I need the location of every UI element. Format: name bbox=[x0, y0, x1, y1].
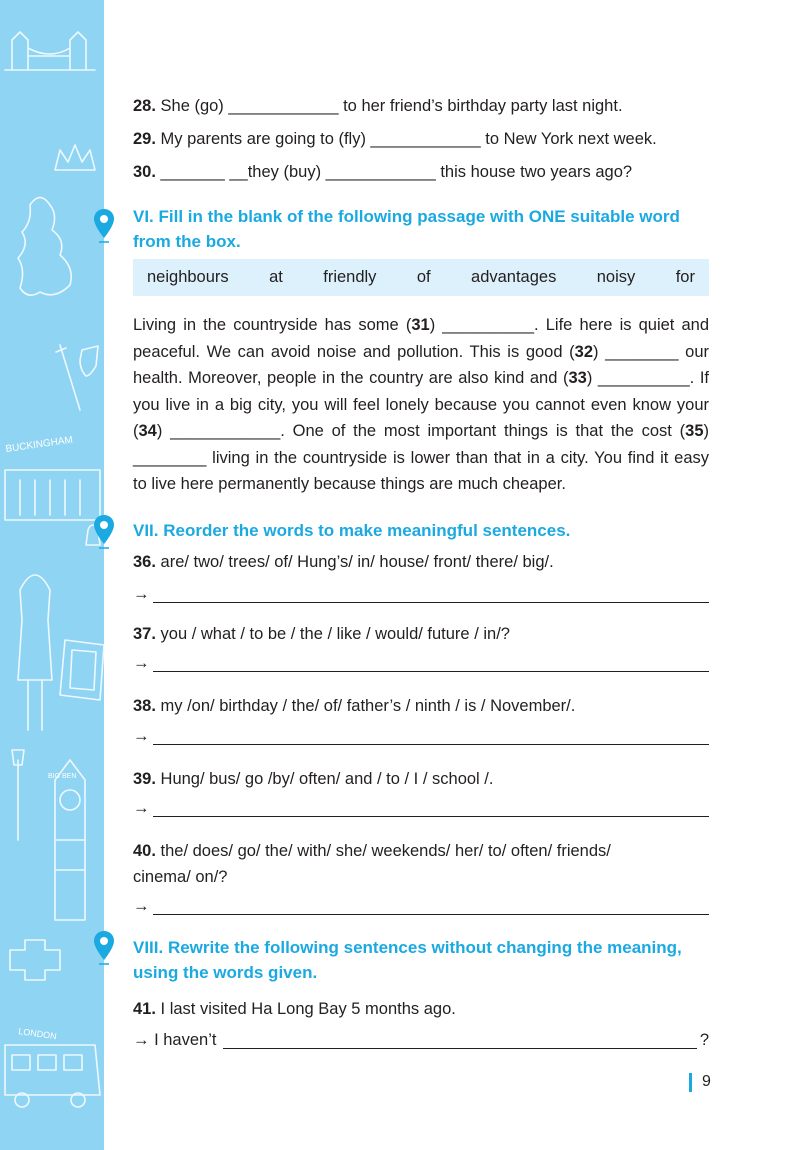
london-doodles-illustration bbox=[0, 0, 104, 1150]
arrow-icon: → bbox=[133, 799, 150, 817]
question-text: Hung/ bus/ go /by/ often/ and / to / I / school /. bbox=[155, 770, 494, 788]
word-box-item: noisy bbox=[596, 268, 636, 286]
question-37 bbox=[133, 623, 510, 645]
question-38 bbox=[133, 695, 575, 717]
blank-number: 33 bbox=[568, 369, 587, 387]
question-text: She (go) ____________ to her friend’s birthday party last night. bbox=[155, 97, 623, 115]
word-box-item: friendly bbox=[323, 268, 377, 286]
answer-suffix: ? bbox=[699, 1031, 709, 1049]
page-number-bar bbox=[689, 1073, 692, 1092]
question-28 bbox=[133, 95, 623, 117]
question-text: I last visited Ha Long Bay 5 months ago. bbox=[155, 1000, 456, 1018]
question-number: 37. bbox=[133, 625, 156, 643]
word-box-item: advantages bbox=[471, 268, 557, 286]
word-box-item: neighbours bbox=[147, 268, 229, 286]
question-number: 29. bbox=[133, 130, 156, 148]
section-7-title: VII. Reorder the words to make meaningful sentences. bbox=[133, 521, 571, 540]
arrow-icon: → bbox=[133, 897, 150, 915]
question-30 bbox=[133, 161, 632, 183]
location-pin-icon bbox=[93, 208, 115, 244]
passage-text: ) __________. Life here is quiet and peaceful. We can avoid noise and pollution. This is good ( bbox=[133, 316, 709, 361]
question-40-continued bbox=[133, 866, 227, 888]
section-8-title: VIII. Rewrite the following sentences without changing the meaning, using the words given. bbox=[133, 938, 682, 982]
reading-passage bbox=[133, 312, 709, 498]
question-text: the/ does/ go/ the/ with/ she/ weekends/ her/ to/ often/ friends/ bbox=[155, 842, 611, 860]
answer-line[interactable] bbox=[133, 727, 709, 749]
answer-line[interactable] bbox=[133, 897, 709, 919]
question-text: are/ two/ trees/ of/ Hung’s/ in/ house/ front/ there/ big/. bbox=[155, 553, 554, 571]
question-number: 36. bbox=[133, 553, 156, 571]
blank-number: 31 bbox=[411, 316, 430, 334]
question-number: 41. bbox=[133, 1000, 156, 1018]
word-box-item: at bbox=[269, 268, 283, 286]
answer-line[interactable] bbox=[133, 1031, 709, 1053]
answer-line[interactable] bbox=[133, 585, 709, 607]
section-6-title: VI. Fill in the blank of the following passage with ONE suitable word from the box. bbox=[133, 207, 680, 251]
question-text: My parents are going to (fly) ____________ to New York next week. bbox=[155, 130, 657, 148]
blank-number: 35 bbox=[685, 422, 704, 440]
arrow-icon: → bbox=[133, 654, 150, 672]
passage-text: ) ____________. One of the most important things is that the cost ( bbox=[156, 422, 686, 440]
question-text: cinema/ on/? bbox=[133, 868, 228, 886]
blank-number: 34 bbox=[138, 422, 157, 440]
question-number: 30. bbox=[133, 163, 156, 181]
question-36 bbox=[133, 551, 554, 573]
passage-text: ) ________ living in the countryside is lower than that in a city. You find it easy to live here permanently because things are much cheaper. bbox=[133, 422, 709, 493]
answer-prefix: → I haven’t bbox=[133, 1031, 217, 1049]
answer-line[interactable] bbox=[133, 799, 709, 821]
question-text: you / what / to be / the / like / would/ future / in/? bbox=[155, 625, 510, 643]
question-29 bbox=[133, 128, 657, 150]
question-number: 38. bbox=[133, 697, 156, 715]
decorative-side-band bbox=[0, 0, 104, 1150]
word-box-item: for bbox=[675, 268, 695, 286]
question-40 bbox=[133, 840, 611, 862]
blank-number: 32 bbox=[574, 342, 593, 361]
question-text: _______ __they (buy) ____________ this house two years ago? bbox=[155, 163, 633, 181]
question-39 bbox=[133, 768, 493, 790]
location-pin-icon bbox=[93, 930, 115, 966]
bigben-label: BIG BEN bbox=[48, 773, 77, 780]
question-text: my /on/ birthday / the/ of/ father’s / ninth / is / November/. bbox=[155, 697, 576, 715]
location-pin-icon bbox=[93, 514, 115, 550]
passage-text: Living in the countryside has some ( bbox=[133, 316, 412, 334]
question-number: 40. bbox=[133, 842, 156, 860]
question-41 bbox=[133, 998, 456, 1020]
buckingham-label: BUCKINGHAM bbox=[4, 434, 74, 455]
passage-text: ) __________. If you live in a big city, you will feel lonely because you cannot even know your ( bbox=[133, 369, 710, 440]
page-number: 9 bbox=[702, 1073, 711, 1090]
question-number: 28. bbox=[133, 97, 156, 115]
word-box-item: of bbox=[416, 268, 431, 286]
passage-text: ) ________ our health. Moreover, people in the country are also kind and ( bbox=[133, 342, 709, 387]
word-box bbox=[133, 259, 709, 296]
answer-line[interactable] bbox=[133, 654, 709, 676]
arrow-icon: → bbox=[133, 727, 150, 745]
arrow-icon: → bbox=[133, 585, 150, 603]
london-label: LONDON bbox=[17, 1026, 58, 1042]
question-number: 39. bbox=[133, 770, 156, 788]
